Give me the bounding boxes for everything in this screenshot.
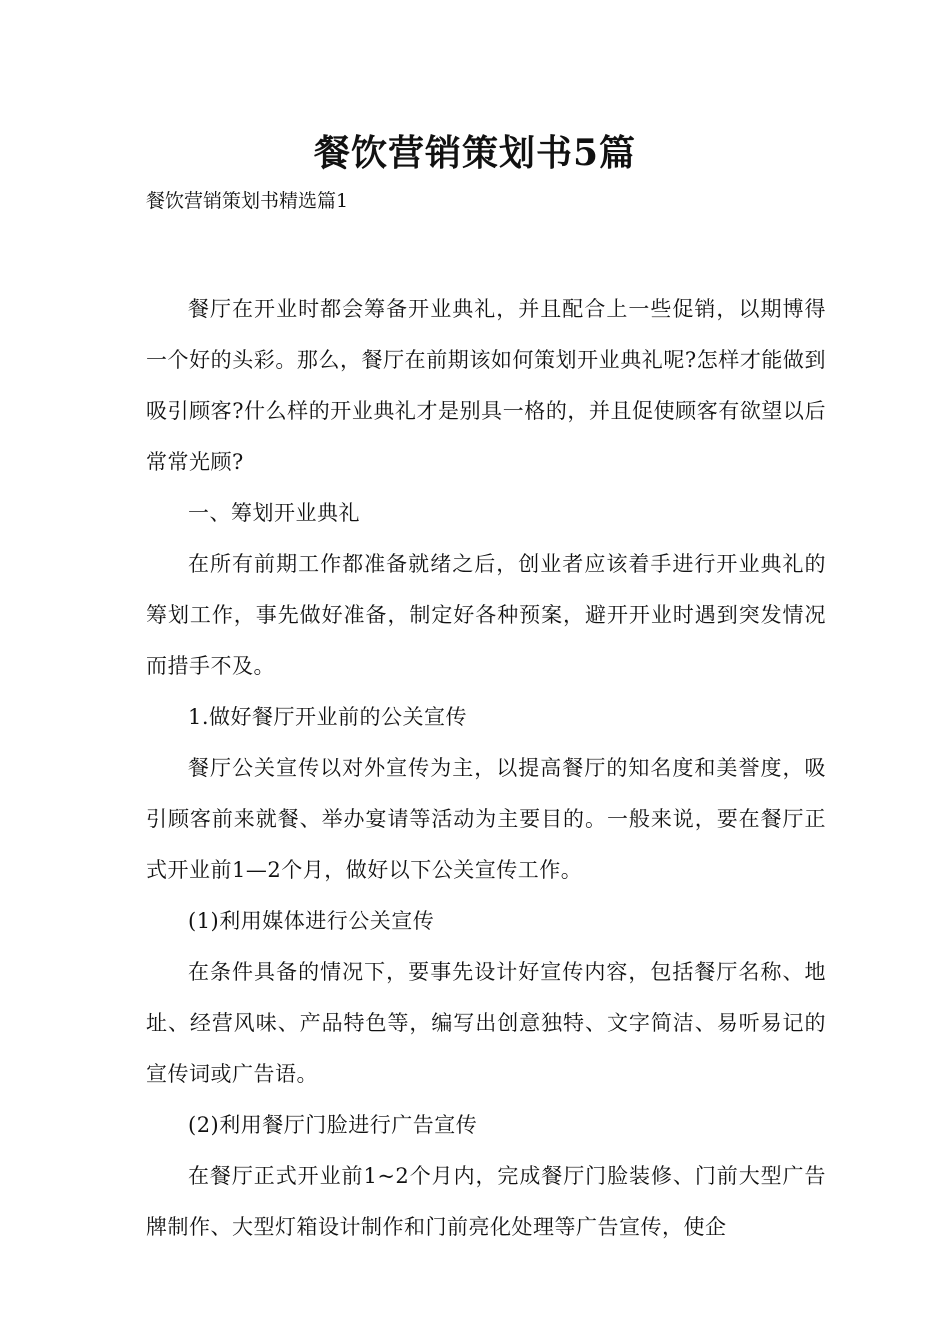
heading-section-1: 一、筹划开业典礼	[188, 501, 360, 525]
document-title: 餐饮营销策划书5篇	[313, 132, 637, 174]
paragraph-item-2: 在餐厅正式开业前1~2个月内，完成餐厅门脸装修、门前大型广告牌制作、大型灯箱设计制作和门前亮化处理等广告宣传，使企	[146, 1164, 826, 1239]
document-body	[146, 284, 826, 1253]
paragraph-intro: 餐厅在开业时都会筹备开业典礼，并且配合上一些促销，以期博得一个好的头彩。那么，餐厅在前期该如何策划开业典礼呢?怎样才能做到吸引顾客?什么样的开业典礼才是别具一格的，并且促使顾客有欲望以后常常光顾?	[146, 297, 826, 474]
heading-item-2: (2)利用餐厅门脸进行广告宣传	[188, 1113, 478, 1137]
document-subtitle: 餐饮营销策划书精选篇1	[146, 190, 349, 212]
paragraph-subsection-1: 餐厅公关宣传以对外宣传为主，以提高餐厅的知名度和美誉度，吸引顾客前来就餐、举办宴请等活动为主要目的。一般来说，要在餐厅正式开业前1—2个月，做好以下公关宣传工作。	[146, 756, 826, 882]
heading-item-1: (1)利用媒体进行公关宣传	[188, 909, 435, 933]
paragraph-item-1: 在条件具备的情况下，要事先设计好宣传内容，包括餐厅名称、地址、经营风味、产品特色等，编写出创意独特、文字简洁、易听易记的宣传词或广告语。	[146, 960, 826, 1086]
paragraph-section-1: 在所有前期工作都准备就绪之后，创业者应该着手进行开业典礼的筹划工作，事先做好准备，制定好各种预案，避开开业时遇到突发情况而措手不及。	[146, 552, 826, 678]
heading-subsection-1: 1.做好餐厅开业前的公关宣传	[188, 705, 468, 729]
